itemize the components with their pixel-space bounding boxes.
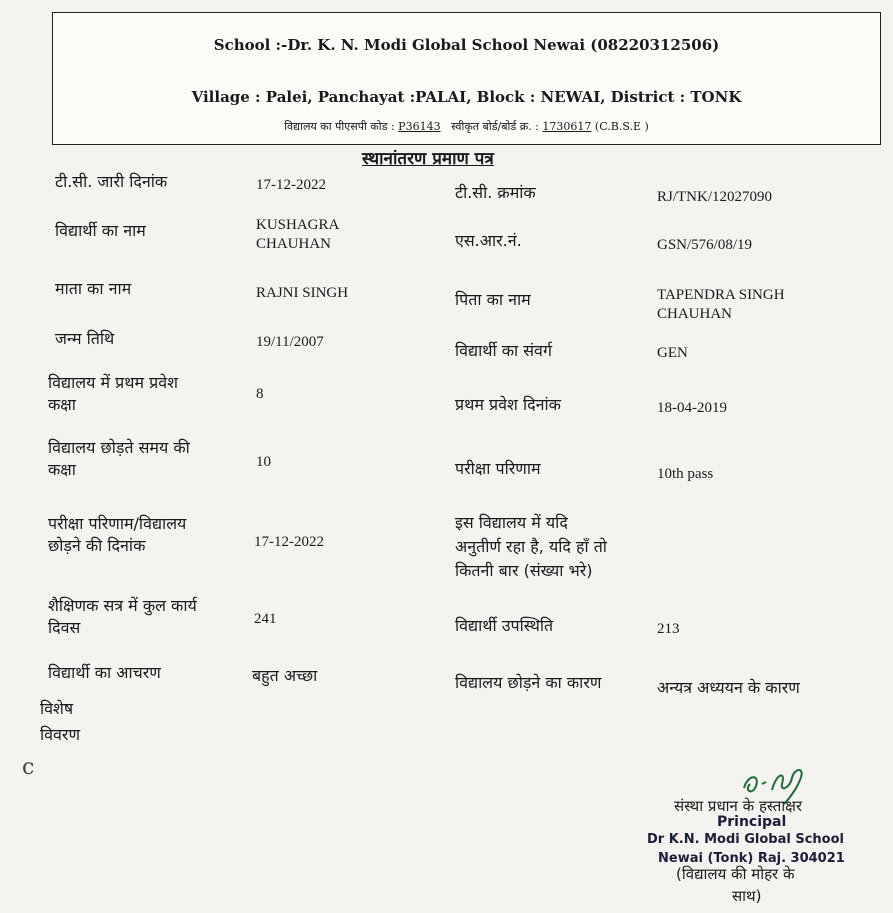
sr-number-value: GSN/576/08/19 bbox=[657, 237, 753, 253]
leaving-class-label-2: कक्षा bbox=[48, 460, 76, 479]
mother-name-label: माता का नाम bbox=[55, 279, 132, 298]
result-leaving-date-label-1: परीक्षा परिणाम/विद्यालय bbox=[48, 514, 187, 533]
father-name-label: पिता का नाम bbox=[455, 290, 531, 309]
father-name-value-1: TAPENDRA SINGH bbox=[657, 287, 785, 303]
leaving-class-label-1: विद्यालय छोड़ते समय की bbox=[48, 438, 190, 457]
signature-area bbox=[640, 760, 890, 910]
working-days-label-2: दिवस bbox=[48, 618, 81, 637]
first-admission-class-label-1: विद्यालय में प्रथम प्रवेश bbox=[48, 373, 178, 392]
leaving-reason-label: विद्यालय छोड़ने का कारण bbox=[455, 673, 602, 692]
conduct-label: विद्यार्थी का आचरण bbox=[48, 663, 161, 682]
document-title: स्थानांतरण प्रमाण पत्र bbox=[362, 149, 494, 169]
signature-label: संस्था प्रधान के हस्ताक्षर bbox=[674, 797, 803, 815]
dob-value: 19/11/2007 bbox=[256, 334, 324, 350]
tc-number-label: टी.सी. क्रमांक bbox=[455, 183, 536, 202]
school-codes bbox=[53, 119, 880, 134]
tc-issue-date-value: 17-12-2022 bbox=[256, 177, 326, 193]
attendance-value: 213 bbox=[657, 621, 680, 637]
failed-count-label-2: अनुतीर्ण रहा है, यदि हाँ तो bbox=[455, 537, 607, 556]
leaving-class-value: 10 bbox=[256, 454, 271, 470]
stamp-school: Dr K.N. Modi Global School bbox=[647, 832, 844, 847]
exam-result-value: 10th pass bbox=[657, 466, 714, 482]
school-header bbox=[52, 12, 881, 145]
working-days-value: 241 bbox=[254, 611, 277, 627]
remarks-label-1: विशेष bbox=[40, 699, 74, 718]
school-name: School :-Dr. K. N. Modi Global School Newai (08220312506) bbox=[213, 36, 720, 54]
tc-issue-date-label: टी.सी. जारी दिनांक bbox=[55, 172, 168, 191]
category-value: GEN bbox=[657, 345, 688, 361]
result-leaving-date-value: 17-12-2022 bbox=[254, 534, 324, 550]
board-value: 1730617 bbox=[542, 120, 592, 133]
student-name-value-1: KUSHAGRA bbox=[256, 217, 340, 233]
seal-note-1: (विद्यालय की मोहर के bbox=[676, 865, 795, 883]
student-name-value-2: CHAUHAN bbox=[256, 236, 331, 252]
conduct-value: बहुत अच्छा bbox=[252, 666, 318, 685]
sr-number-label: एस.आर.नं. bbox=[455, 231, 522, 250]
first-admission-date-label: प्रथम प्रवेश दिनांक bbox=[455, 395, 561, 414]
scan-mark: c bbox=[22, 755, 35, 780]
failed-count-label-1: इस विद्यालय में यदि bbox=[455, 513, 568, 532]
category-label: विद्यार्थी का संवर्ग bbox=[455, 341, 552, 360]
tc-number-value: RJ/TNK/12027090 bbox=[657, 189, 773, 205]
student-name-label: विद्यार्थी का नाम bbox=[55, 221, 146, 240]
result-leaving-date-label-2: छोड़ने की दिनांक bbox=[48, 536, 146, 555]
working-days-label-1: शैक्षिणक सत्र में कुल कार्य bbox=[48, 596, 197, 615]
board-suffix: (C.B.S.E ) bbox=[594, 120, 649, 133]
psp-code-label: विद्यालय का पीएसपी कोड : bbox=[284, 120, 395, 133]
failed-count-label-3: कितनी बार (संख्या भरे) bbox=[455, 561, 593, 580]
first-admission-class-label-2: कक्षा bbox=[48, 395, 76, 414]
school-address: Village : Palei, Panchayat :PALAI, Block : NEWAI, District : TONK bbox=[191, 88, 742, 106]
mother-name-value: RAJNI SINGH bbox=[256, 285, 349, 301]
stamp-address: Newai (Tonk) Raj. 304021 bbox=[658, 851, 845, 866]
first-admission-date-value: 18-04-2019 bbox=[657, 400, 727, 416]
exam-result-label: परीक्षा परिणाम bbox=[455, 459, 541, 478]
first-admission-class-value: 8 bbox=[256, 386, 264, 402]
seal-note-2: साथ) bbox=[732, 887, 762, 905]
dob-label: जन्म तिथि bbox=[55, 329, 115, 348]
board-label: स्वीकृत बोर्ड/बोर्ड क्र. : bbox=[451, 120, 539, 133]
leaving-reason-value: अन्यत्र अध्ययन के कारण bbox=[657, 678, 800, 697]
remarks-label-2: विवरण bbox=[40, 725, 81, 744]
attendance-label: विद्यार्थी उपस्थिति bbox=[455, 616, 554, 635]
stamp-title: Principal bbox=[717, 814, 787, 830]
psp-code-value: P36143 bbox=[398, 120, 441, 133]
father-name-value-2: CHAUHAN bbox=[657, 306, 732, 322]
